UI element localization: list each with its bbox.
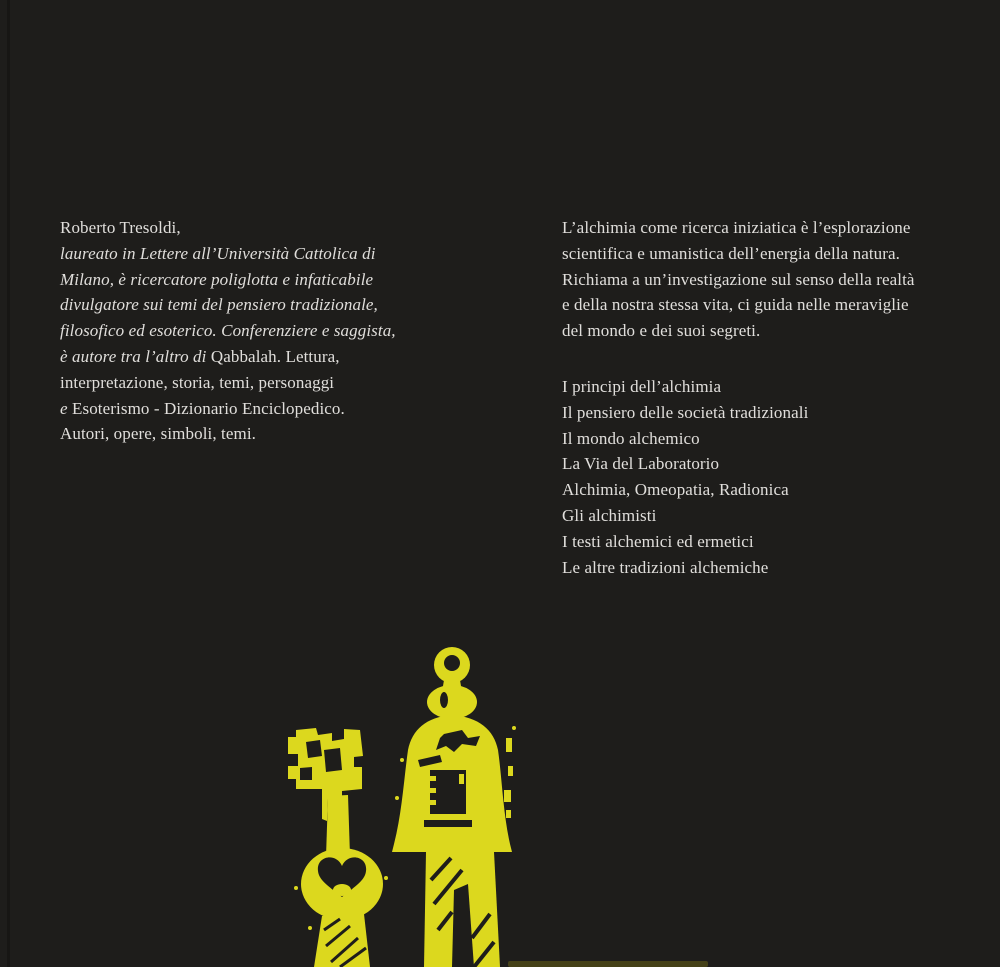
text-line: e della nostra stessa vita, ci guida nelle meraviglie — [562, 295, 909, 315]
text-line: Autori, opere, simboli, temi. — [60, 424, 257, 444]
text-line: Il pensiero delle società tradizionali — [562, 402, 809, 422]
text-line: L’alchimia come ricerca iniziatica è l’esplorazione — [562, 218, 911, 237]
text-line: Le altre tradizioni alchemiche — [562, 557, 769, 577]
text-line: Gli alchimisti — [562, 505, 657, 525]
contents-list — [562, 374, 982, 580]
text-line: Il mondo alchemico — [562, 428, 700, 448]
text-line: Richiama a un’investigazione sul senso della realtà — [562, 269, 915, 289]
author-bio-text — [60, 215, 480, 447]
keys-illustration — [276, 638, 516, 967]
text-line: del mondo e dei suoi segreti. — [562, 321, 761, 341]
text-line: Alchimia, Omeopatia, Radionica — [562, 480, 789, 500]
text-line: I testi alchemici ed ermetici — [562, 531, 754, 551]
text-line: è autore tra l’altro di Qabbalah. Lettura, — [60, 346, 340, 366]
text-line: scientifica e umanistica dell’energia della natura. — [562, 243, 901, 263]
book-description-text — [562, 215, 982, 344]
text-line: La Via del Laboratorio — [562, 454, 720, 474]
bottom-edge-artifact — [508, 961, 708, 967]
text-line: Milano, è ricercatore poliglotta e infaticabile — [60, 269, 374, 289]
text-line: I principi dell’alchimia — [562, 377, 722, 396]
text-line: Roberto Tresoldi, — [60, 218, 181, 237]
bell-key-icon — [392, 647, 516, 967]
flap-fold-crease — [7, 0, 10, 967]
text-line: filosofico ed esoterico. Conferenziere e saggista, — [60, 321, 396, 341]
text-line: interpretazione, storia, temi, personaggi — [60, 372, 335, 392]
text-line: divulgatore sui temi del pensiero tradizionale, — [60, 295, 378, 315]
skeleton-key-icon — [288, 728, 388, 967]
text-line: e Esoterismo - Dizionario Enciclopedico. — [60, 398, 345, 418]
text-line: laureato in Lettere all’Università Cattolica di — [60, 243, 376, 263]
